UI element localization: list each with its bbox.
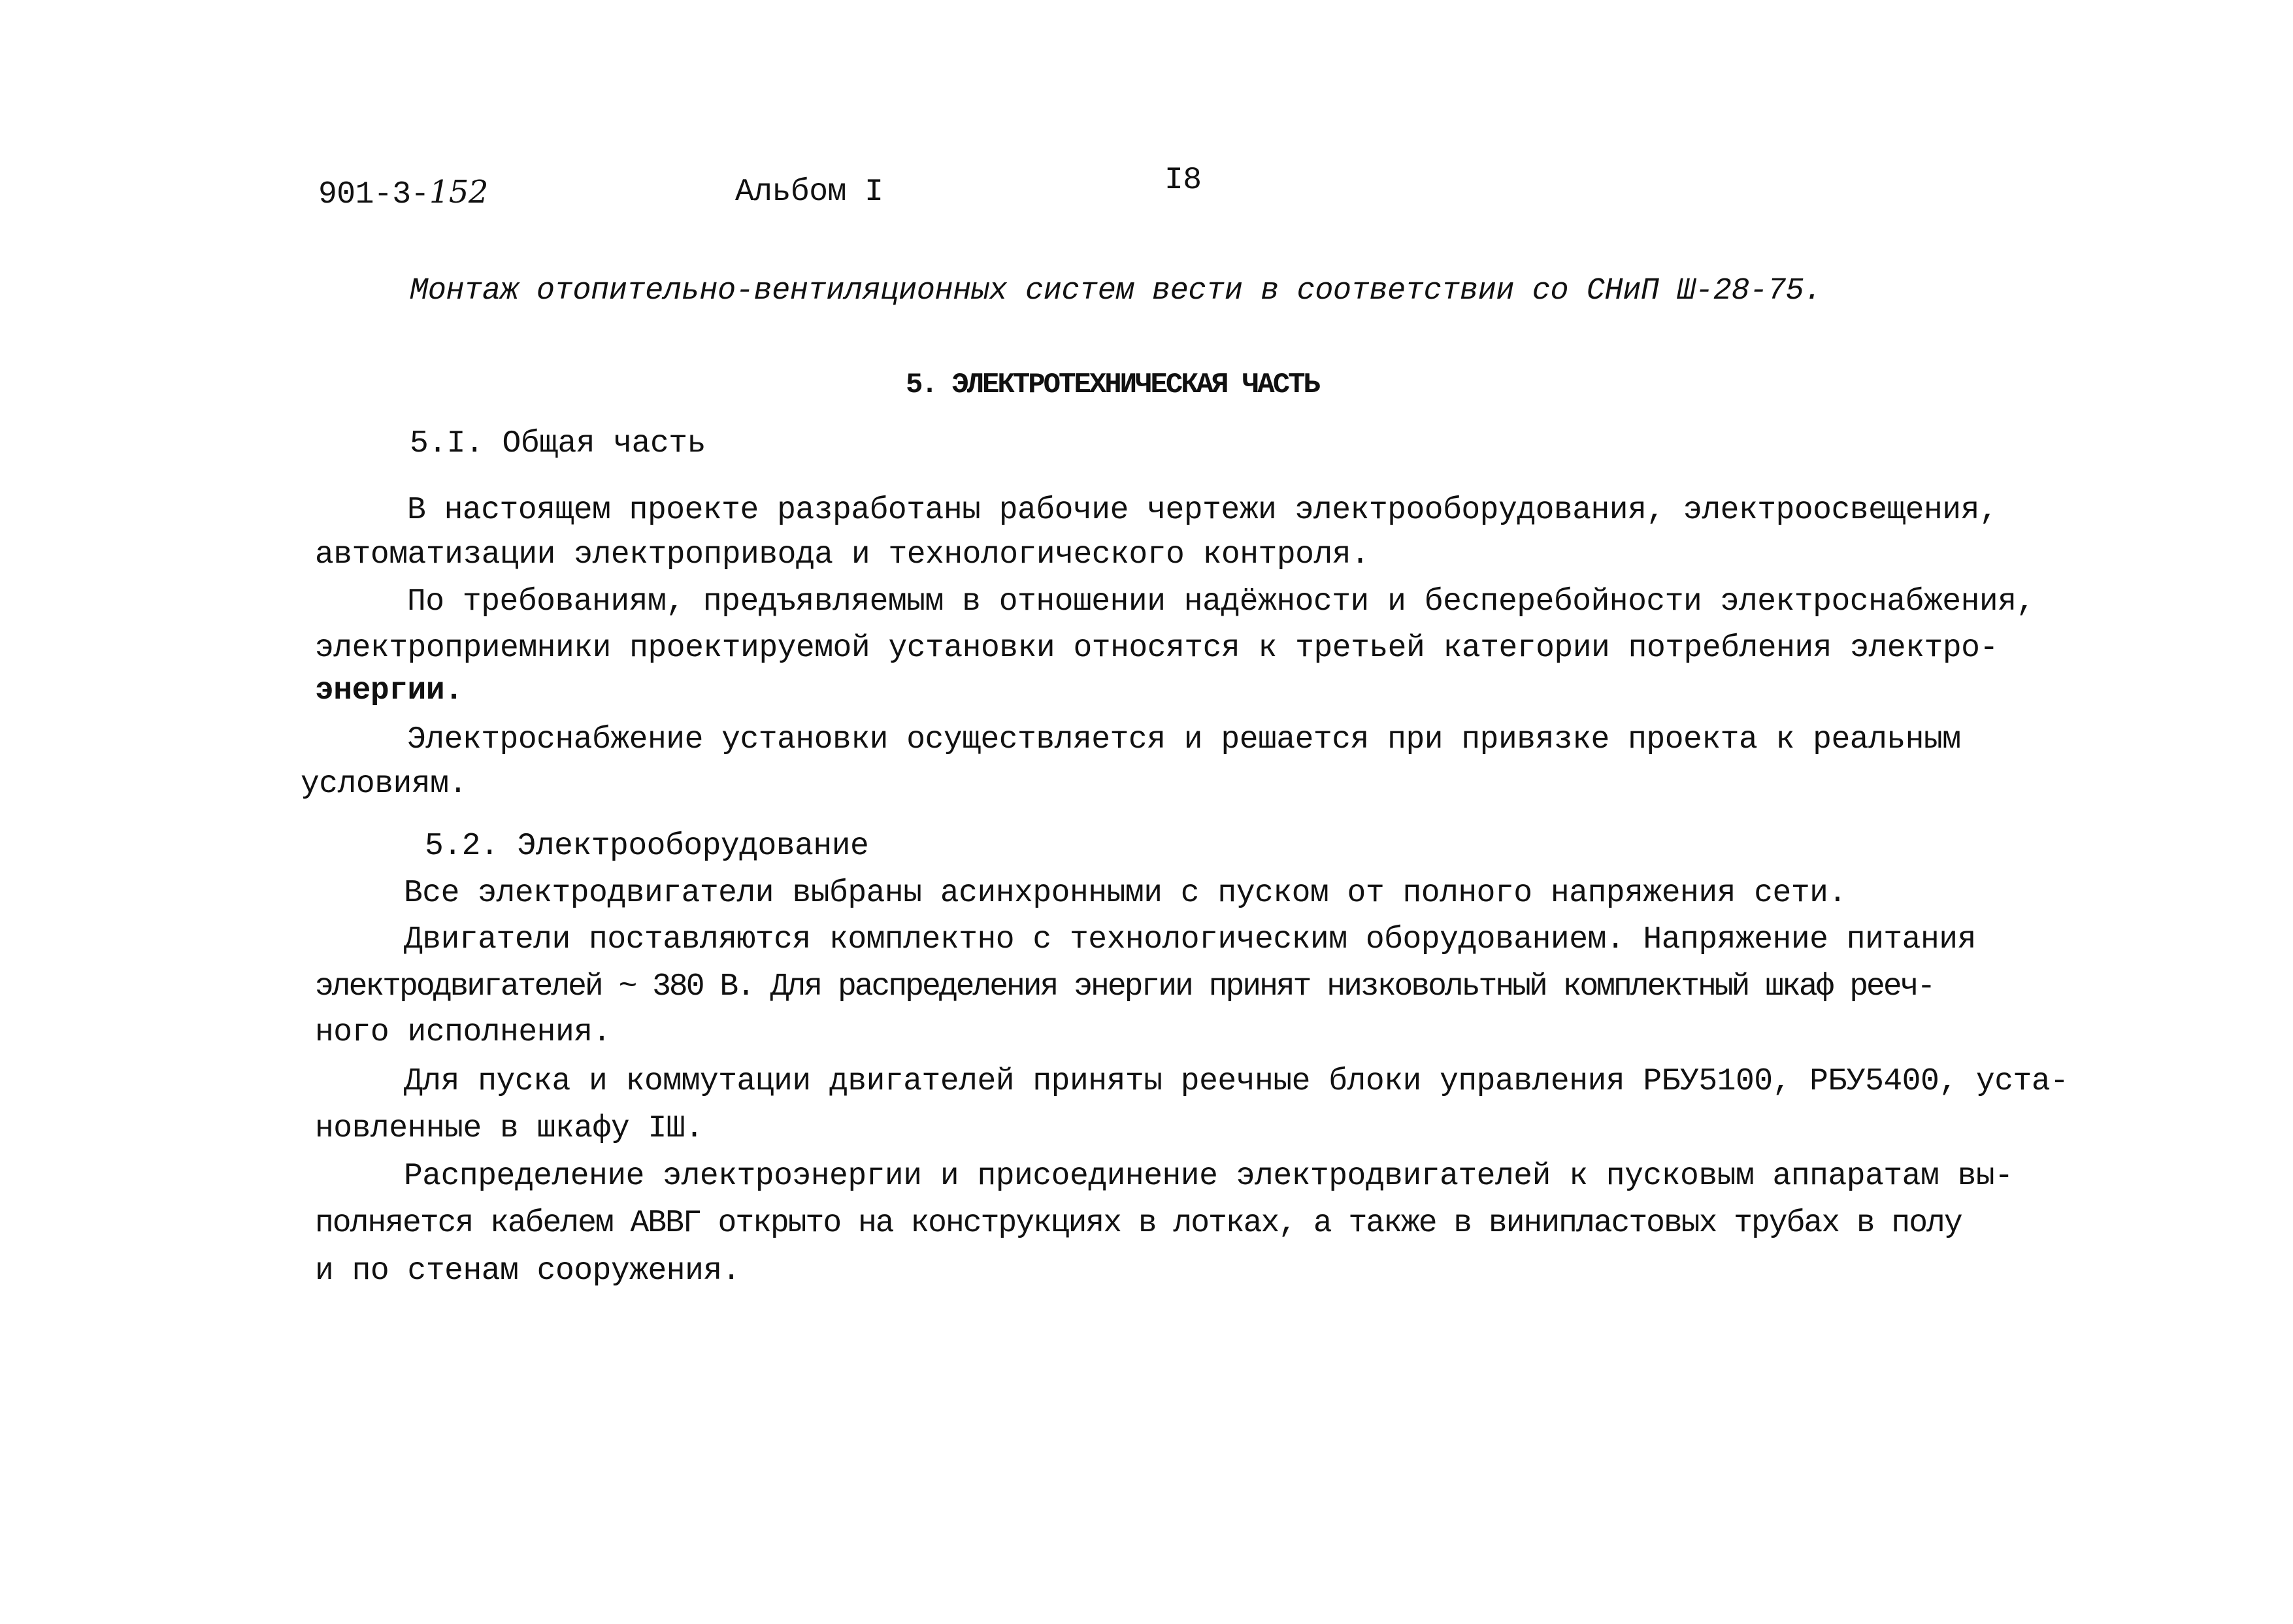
page-number: I8	[1164, 163, 1202, 198]
document-number-handwritten: 152	[429, 174, 488, 210]
intro-line: Монтаж отопительно-вентиляционных систем вести в соответствии со СНиП Ш-28-75.	[410, 274, 1822, 308]
paragraph-line: новленные в шкафу IШ.	[315, 1111, 704, 1146]
paragraph-line: Электроснабжение установки осуществляется и решается при привязке проекта к реальным	[407, 722, 1961, 757]
paragraph-line: электродвигателей ~ 380 В. Для распределения энергии принят низковольтный комплектный шкаф рееч-	[315, 969, 1934, 1004]
document-number	[318, 174, 488, 213]
paragraph-line: В настоящем проекте разработаны рабочие чертежи электрооборудования, электроосвещения,	[407, 493, 1998, 528]
paragraph-line: полняется кабелем АВВГ открыто на конструкциях в лотках, а также в винипластовых трубах в полу	[315, 1206, 1962, 1241]
subsection-title: 5.I. Общая часть	[410, 426, 706, 461]
paragraph-line: энергии.	[315, 673, 463, 708]
section-title: 5. ЭЛЕКТРОТЕХНИЧЕСКАЯ ЧАСТЬ	[906, 369, 1319, 401]
paragraph-line: и по стенам сооружения.	[315, 1253, 741, 1289]
subsection-title: 5.2. Электрооборудование	[425, 829, 869, 864]
paragraph-line: Распределение электроэнергии и присоединение электродвигателей к пусковым аппаратам вы-	[404, 1159, 2013, 1194]
album-label: Альбом I	[735, 174, 883, 210]
paragraph-line: Двигатели поставляются комплектно с технологическим оборудованием. Напряжение питания	[404, 922, 1976, 957]
paragraph-line: Все электродвигатели выбраны асинхронными с пуском от полного напряжения сети.	[404, 876, 1847, 911]
paragraph-line: По требованиям, предъявляемым в отношении надёжности и бесперебойности электроснабжения,	[407, 584, 2035, 620]
document-number-printed: 901-3-	[318, 177, 429, 212]
paragraph-line: ного исполнения.	[315, 1015, 611, 1050]
paragraph-line: условиям.	[301, 767, 467, 802]
paragraph-line: электроприемники проектируемой установки относятся к третьей категории потребления электро-	[315, 631, 1998, 666]
paragraph-line: Для пуска и коммутации двигателей приняты реечные блоки управления РБУ5100, РБУ5400, уста-	[404, 1064, 2069, 1099]
paragraph-line: автоматизации электропривода и технологического контроля.	[315, 537, 1370, 572]
